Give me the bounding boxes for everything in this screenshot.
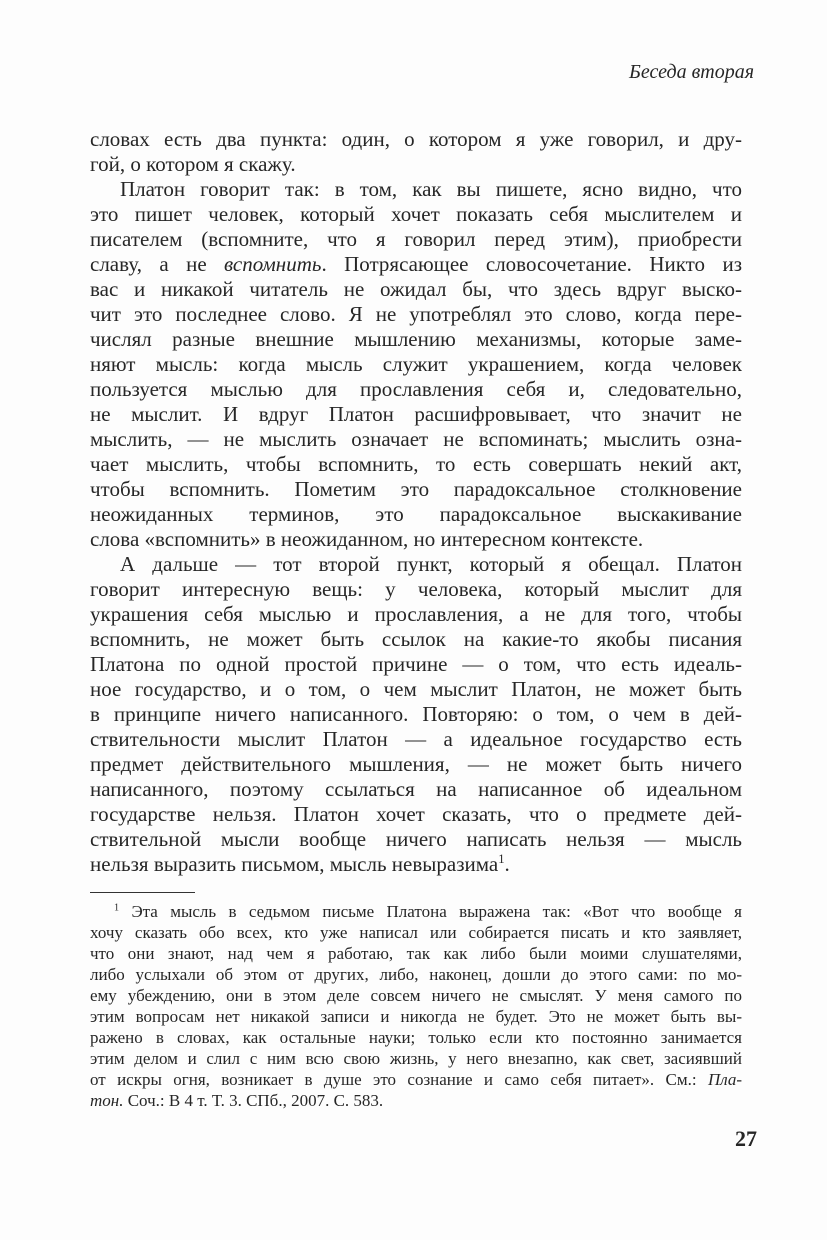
text-segment: Соч.: В 4 т. Т. 3. СПб., 2007. С. 583. xyxy=(123,1091,384,1110)
text-segment: числял разные внешние мышлению механизмы, которые заме- xyxy=(90,327,742,351)
text-line xyxy=(90,127,742,152)
text-segment: ствительности мыслит Платон — а идеальное государство есть xyxy=(90,727,742,751)
text-line xyxy=(90,527,742,552)
text-segment: славу, а не xyxy=(90,252,225,276)
text-line xyxy=(90,852,742,877)
text-line xyxy=(90,277,742,302)
footnotes xyxy=(90,901,742,1111)
text-line xyxy=(90,702,742,727)
text-segment: чает мыслить, чтобы вспомнить, то есть совершать некий акт, xyxy=(90,452,742,476)
text-line xyxy=(90,964,742,985)
text-line xyxy=(90,943,742,964)
running-head: Беседа вторая xyxy=(629,61,754,83)
text-segment: неожиданных терминов, это парадоксальное выскакивание xyxy=(90,502,742,526)
text-segment: в принципе ничего написанного. Повторяю: о том, о чем в дей- xyxy=(90,702,742,726)
text-line xyxy=(90,777,742,802)
text-segment: предмет действительного мышления, — не может быть ничего xyxy=(90,752,742,776)
text-segment: Платон говорит так: в том, как вы пишете, ясно видно, что xyxy=(120,177,742,201)
footnote-marker: 1 xyxy=(114,902,120,914)
text-line xyxy=(90,202,742,227)
text-line xyxy=(90,577,742,602)
text-line xyxy=(90,477,742,502)
text-line xyxy=(90,901,742,922)
text-line xyxy=(90,452,742,477)
text-line xyxy=(90,402,742,427)
text-segment: ное государство, и о том, о чем мыслит Платон, не может быть xyxy=(90,677,742,701)
text-segment: чтобы вспомнить. Пометим это парадоксальное столкновение xyxy=(90,477,742,501)
text-segment: Платона по одной простой причине — о том, что есть идеаль- xyxy=(90,652,742,676)
text-segment: пользуется мыслью для прославления себя и, следовательно, xyxy=(90,377,742,401)
text-line xyxy=(90,652,742,677)
text-line xyxy=(90,427,742,452)
text-segment: гой, о котором я скажу. xyxy=(90,152,296,176)
text-segment: мыслить, — не мыслить означает не вспоминать; мыслить озна- xyxy=(90,427,742,451)
text-line xyxy=(90,827,742,852)
text-segment: от искры огня, возникает в душе это сознание и само себя питает». См.: xyxy=(90,1070,708,1089)
text-line xyxy=(90,302,742,327)
text-segment: государстве нельзя. Платон хочет сказать, что о предмете дей- xyxy=(90,802,742,826)
text-line xyxy=(90,627,742,652)
text-segment: написанного, поэтому ссылаться на написанное об идеальном xyxy=(90,777,742,801)
text-segment: ему убеждению, они в этом деле совсем ничего не смыслят. У меня самого по xyxy=(90,986,742,1005)
text-line xyxy=(90,227,742,252)
text-segment: словах есть два пункта: один, о котором я уже говорил, и дру- xyxy=(90,127,742,151)
text-segment: этим вопросам нет никакой записи и никогда не будет. Это не может быть вы- xyxy=(90,1007,742,1026)
text-segment: чит это последнее слово. Я не употреблял это слово, когда пере- xyxy=(90,302,742,326)
text-segment: ствительной мысли вообще ничего написать нельзя — мысль xyxy=(90,827,742,851)
text-line xyxy=(90,327,742,352)
text-line xyxy=(90,177,742,202)
text-segment: этим делом и слил с ним всю свою жизнь, у него внезапно, как свет, засиявший xyxy=(90,1049,742,1068)
text-segment: это пишет человек, который хочет показать себя мыслителем и xyxy=(90,202,742,226)
text-line xyxy=(90,502,742,527)
text-segment: ражено в словах, как остальные науки; только если кто постоянно занимается xyxy=(90,1028,742,1047)
page-number: 27 xyxy=(735,1126,757,1151)
text-line xyxy=(90,602,742,627)
text-line xyxy=(90,1006,742,1027)
text-segment: не мыслит. И вдруг Платон расшифровывает, что значит не xyxy=(90,402,742,426)
text-segment: нельзя выразить письмом, мысль невыразима xyxy=(90,852,499,876)
text-segment: слова «вспомнить» в неожиданном, но интересном контексте. xyxy=(90,527,644,551)
text-line xyxy=(90,922,742,943)
text-segment: А дальше — тот второй пункт, который я обещал. Платон xyxy=(120,552,742,576)
text-line xyxy=(90,1027,742,1048)
text-line xyxy=(90,1090,742,1111)
text-segment: либо услыхали об этом от других, либо, наконец, дошли до этого сами: по мо- xyxy=(90,965,742,984)
text-line xyxy=(90,1069,742,1090)
text-segment: что они знают, над чем я работаю, так как либо были моими слушателями, xyxy=(90,944,742,963)
main-text xyxy=(90,127,742,877)
text-line xyxy=(90,552,742,577)
text-segment: украшения себя мыслью и прославления, а не для того, чтобы xyxy=(90,602,742,626)
text-line xyxy=(90,727,742,752)
text-line xyxy=(90,677,742,702)
text-line xyxy=(90,1048,742,1069)
text-segment: вспомнить, не может быть ссылок на какие-то якобы писания xyxy=(90,627,742,651)
italic-text: тон. xyxy=(90,1091,124,1110)
text-line xyxy=(90,985,742,1006)
text-segment: хочу сказать обо всех, кто уже написал или собирается писать и кто заявляет, xyxy=(90,923,742,942)
text-line xyxy=(90,377,742,402)
text-line xyxy=(90,252,742,277)
text-segment: Эта мысль в седьмом письме Платона выражена так: «Вот что вообще я xyxy=(119,902,742,921)
footnote-separator xyxy=(90,892,195,893)
text-segment: писателем (вспомните, что я говорил перед этим), приобрести xyxy=(90,227,742,251)
text-line xyxy=(90,152,742,177)
text-line xyxy=(90,352,742,377)
text-segment: вас и никакой читатель не ожидал бы, что здесь вдруг выско- xyxy=(90,277,742,301)
text-line xyxy=(90,802,742,827)
text-segment: . xyxy=(504,852,510,876)
italic-text: Пла- xyxy=(707,1070,742,1089)
footnote-marker: 1 xyxy=(498,852,505,866)
italic-text: вспомнить xyxy=(224,252,322,276)
text-segment: няют мысль: когда мысль служит украшением, когда человек xyxy=(90,352,742,376)
text-segment: говорит интересную вещь: у человека, который мыслит для xyxy=(90,577,742,601)
text-segment: . Потрясающее словосочетание. Никто из xyxy=(321,252,742,276)
text-line xyxy=(90,752,742,777)
